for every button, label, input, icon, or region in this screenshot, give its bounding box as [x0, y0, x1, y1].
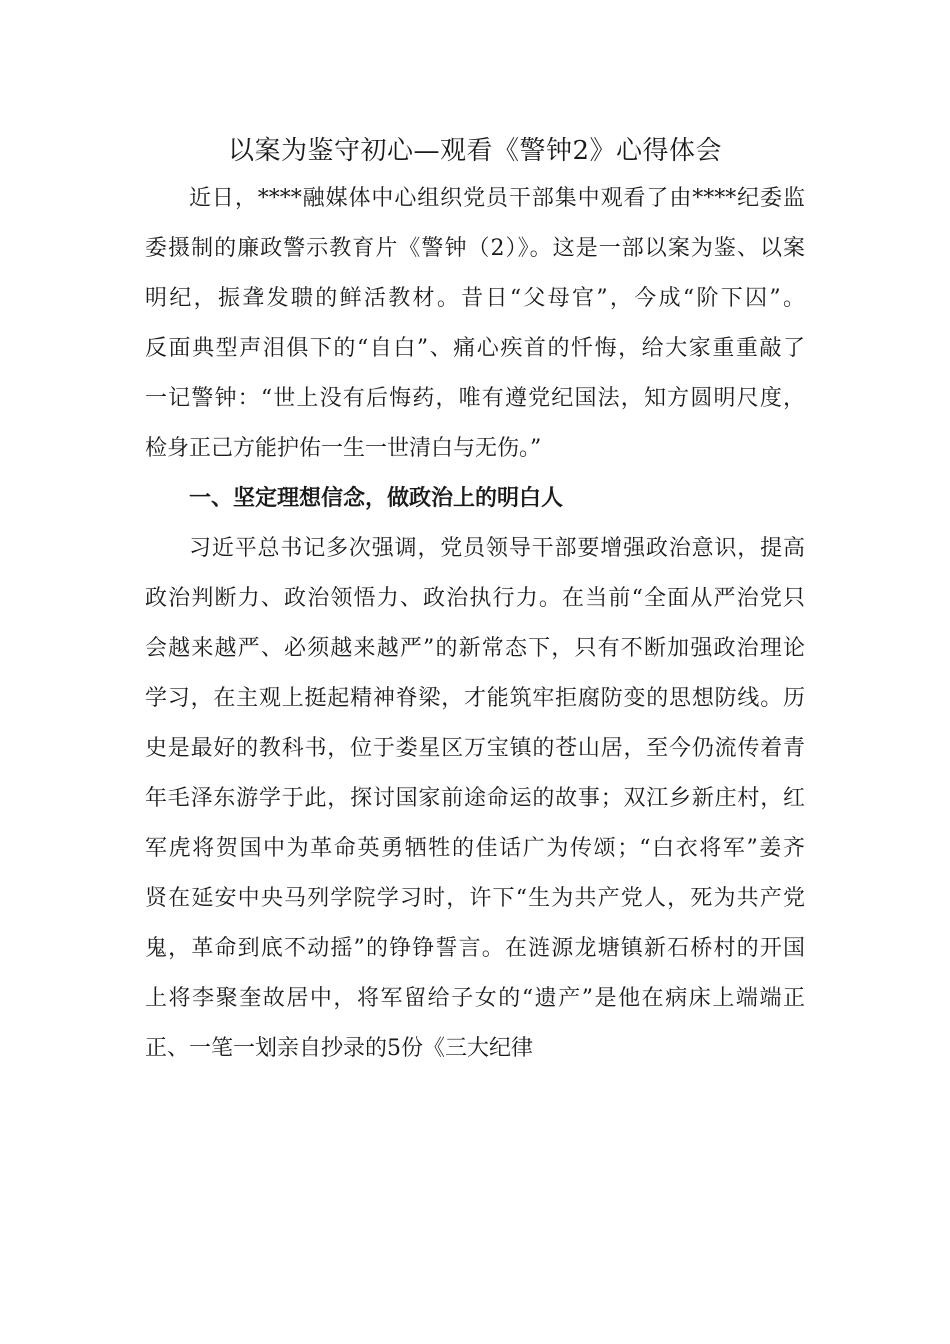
section-heading: 一、坚定理想信念，做政治上的明白人 — [189, 486, 564, 511]
paragraph-line: 习近平总书记多次强调，党员领导干部要增强政治意识，提高 — [189, 536, 805, 561]
paragraph-line: 近日，****融媒体中心组织党员干部集中观看了由****纪委监 — [189, 186, 805, 211]
paragraph-line: 检身正己方能护佑一生一世清白与无伤。” — [145, 436, 542, 461]
paragraph-line: 一记警钟：“世上没有后悔药，唯有遵党纪国法，知方圆明尺度， — [145, 386, 805, 411]
paragraph-line: 明纪，振聋发聩的鲜活教材。昔日“父母官”，今成“阶下囚”。 — [145, 286, 805, 311]
paragraph-line: 军虎将贺国中为革命英勇牺牲的佳话广为传颂；“白衣将军”姜齐 — [145, 836, 805, 861]
paragraph-line: 委摄制的廉政警示教育片《警钟（2）》。这是一部以案为鉴、以案 — [145, 236, 805, 261]
paragraph-line: 上将李聚奎故居中，将军留给子女的“遗产”是他在病床上端端正 — [145, 986, 805, 1011]
paragraph-line: 史是最好的教科书，位于娄星区万宝镇的苍山居，至今仍流传着青 — [145, 736, 805, 761]
paragraph-line: 正、一笔一划亲自抄录的5份《三大纪律 — [145, 1036, 533, 1061]
document-title: 以案为鉴守初心—观看《警钟2》心得体会 — [227, 136, 723, 166]
paragraph-line: 会越来越严、必须越来越严”的新常态下，只有不断加强政治理论 — [145, 636, 805, 661]
paragraph-line: 鬼，革命到底不动摇”的铮铮誓言。在涟源龙塘镇新石桥村的开国 — [145, 936, 805, 961]
paragraph-line: 反面典型声泪俱下的“自白”、痛心疾首的忏悔，给大家重重敲了 — [145, 336, 805, 361]
paragraph-line: 贤在延安中央马列学院学习时，许下“生为共产党人，死为共产党 — [145, 886, 805, 911]
paragraph-line: 学习，在主观上挺起精神脊梁，才能筑牢拒腐防变的思想防线。历 — [145, 686, 805, 711]
paragraph-line: 政治判断力、政治领悟力、政治执行力。在当前“全面从严治党只 — [145, 586, 805, 611]
paragraph-line: 年毛泽东游学于此，探讨国家前途命运的故事；双江乡新庄村，红 — [145, 786, 805, 811]
